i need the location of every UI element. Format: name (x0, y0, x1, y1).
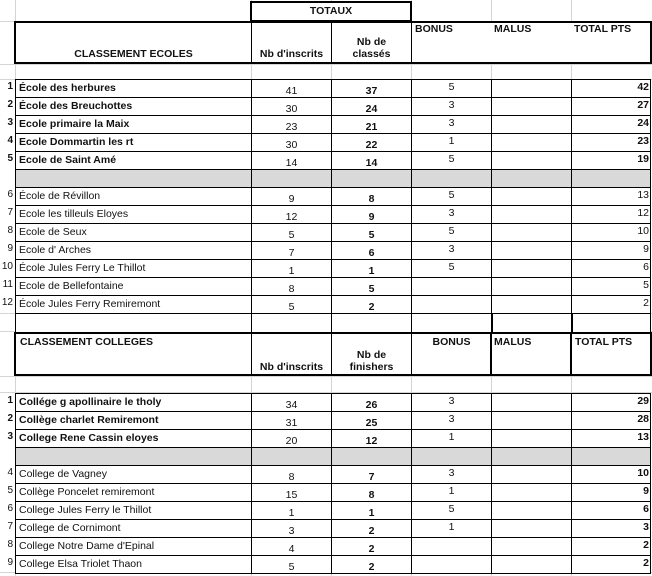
col-total-header: TOTAL PTS (574, 23, 632, 35)
school-name-cell[interactable]: College de Cornimont (16, 520, 252, 537)
bonus-cell[interactable] (412, 556, 492, 573)
malus-cell[interactable] (492, 484, 572, 501)
bonus-cell[interactable] (412, 296, 492, 313)
table-row[interactable] (15, 97, 651, 116)
bonus-cell[interactable]: 5 (412, 260, 492, 277)
inscrits-cell[interactable]: 4 (252, 538, 332, 555)
inscrits-cell[interactable]: 14 (252, 152, 332, 169)
row-number: 1 (7, 81, 13, 92)
row-number: 7 (7, 207, 13, 218)
inscrits-cell[interactable]: 41 (252, 80, 332, 97)
cell (16, 448, 252, 465)
row-number: 8 (7, 539, 13, 550)
inscrits-cell[interactable]: 30 (252, 98, 332, 115)
inscrits-cell[interactable]: 3 (252, 520, 332, 537)
bonus-cell[interactable]: 1 (412, 134, 492, 151)
cell (572, 314, 652, 332)
malus-cell[interactable] (492, 412, 572, 429)
cell (16, 314, 252, 332)
classes-cell[interactable]: 22 (332, 134, 412, 151)
row-number: 1 (7, 395, 13, 406)
total-cell[interactable]: 12 (637, 207, 649, 219)
cell (252, 314, 332, 332)
total-cell[interactable]: 29 (637, 395, 649, 407)
classes-cell[interactable]: 8 (332, 188, 412, 205)
table-row[interactable] (15, 187, 651, 206)
malus-cell[interactable] (492, 224, 572, 241)
malus-cell[interactable] (492, 260, 572, 277)
table-row[interactable] (15, 295, 651, 314)
school-name-cell[interactable]: Ecole de Seux (16, 224, 252, 241)
row-number: 2 (7, 413, 13, 424)
table-row[interactable] (15, 115, 651, 134)
school-name-cell[interactable]: Ecole de Bellefontaine (16, 278, 252, 295)
school-name-cell[interactable]: École de Révillon (16, 188, 252, 205)
total-cell[interactable]: 2 (643, 297, 649, 309)
malus-cell[interactable] (492, 242, 572, 259)
separator-row (15, 447, 651, 466)
table-row[interactable] (15, 501, 651, 520)
total-cell[interactable]: 6 (643, 261, 649, 273)
inscrits-cell[interactable]: 20 (252, 430, 332, 447)
malus-cell[interactable] (492, 502, 572, 519)
malus-cell[interactable] (492, 520, 572, 537)
row-number: 9 (7, 557, 13, 568)
bonus-cell[interactable]: 5 (412, 152, 492, 169)
bonus-cell[interactable]: 3 (412, 394, 492, 411)
table-row[interactable] (15, 259, 651, 278)
malus-cell[interactable] (492, 296, 572, 313)
table-row[interactable] (15, 205, 651, 224)
cell (412, 314, 492, 332)
cell (332, 314, 412, 332)
classes-cell[interactable]: 1 (332, 502, 412, 519)
col-classes-header-line1: Nb de (356, 36, 387, 48)
table-row[interactable] (15, 223, 651, 242)
bonus-cell[interactable]: 3 (412, 206, 492, 223)
classes-cell[interactable]: 2 (332, 520, 412, 537)
row-number: 4 (7, 467, 13, 478)
table-row[interactable] (15, 133, 651, 152)
table-row[interactable] (15, 537, 651, 556)
school-name-cell[interactable]: College Elsa Triolet Thaon (16, 556, 252, 573)
classes-cell[interactable]: 37 (332, 80, 412, 97)
classes-cell[interactable]: 2 (332, 538, 412, 555)
classes-cell[interactable]: 7 (332, 466, 412, 483)
total-cell[interactable]: 27 (637, 99, 649, 111)
classes-cell[interactable]: 2 (332, 296, 412, 313)
school-name-cell[interactable]: École des Breuchottes (16, 98, 252, 115)
bonus-cell[interactable]: 1 (412, 430, 492, 447)
table-row[interactable] (15, 519, 651, 538)
divider (570, 334, 572, 374)
col-finishers-header-line2: finishers (349, 361, 394, 373)
table-row[interactable] (15, 241, 651, 260)
inscrits-cell[interactable]: 5 (252, 296, 332, 313)
inscrits-cell[interactable]: 23 (252, 116, 332, 133)
school-name-cell[interactable]: École Jules Ferry Remiremont (16, 296, 252, 313)
malus-cell[interactable] (492, 556, 572, 573)
inscrits-cell[interactable]: 12 (252, 206, 332, 223)
school-name-cell[interactable]: College Notre Dame d'Epinal (16, 538, 252, 555)
row-number: 6 (7, 503, 13, 514)
table-row[interactable] (15, 277, 651, 296)
inscrits-cell[interactable]: 1 (252, 260, 332, 277)
row-number: 5 (7, 485, 13, 496)
classes-cell[interactable]: 25 (332, 412, 412, 429)
total-cell[interactable]: 10 (637, 225, 649, 237)
malus-cell[interactable] (492, 430, 572, 447)
bonus-cell[interactable]: 3 (412, 242, 492, 259)
row-number: 6 (7, 189, 13, 200)
ecoles-title: CLASSEMENT ECOLES (74, 48, 193, 60)
inscrits-cell[interactable]: 5 (252, 556, 332, 573)
table-row[interactable] (15, 429, 651, 448)
table-row[interactable] (15, 483, 651, 502)
table-row[interactable] (15, 411, 651, 430)
total-cell[interactable]: 24 (637, 117, 649, 129)
cell (412, 448, 492, 465)
divider (411, 23, 412, 62)
spacer-row (15, 313, 651, 333)
malus-cell[interactable] (492, 134, 572, 151)
cell (252, 170, 332, 187)
col-bonus-header: BONUS (432, 336, 471, 348)
malus-cell[interactable] (492, 394, 572, 411)
col-finishers-header-line1: Nb de (356, 349, 387, 361)
totaux-label: TOTAUX (309, 5, 353, 17)
malus-cell[interactable] (492, 466, 572, 483)
total-cell[interactable]: 42 (637, 81, 649, 93)
bonus-cell[interactable]: 5 (412, 502, 492, 519)
malus-cell[interactable] (492, 152, 572, 169)
bonus-cell[interactable]: 3 (412, 412, 492, 429)
inscrits-cell[interactable]: 8 (252, 278, 332, 295)
school-name-cell[interactable]: College de Vagney (16, 466, 252, 483)
malus-cell[interactable] (492, 98, 572, 115)
classes-cell[interactable]: 1 (332, 260, 412, 277)
inscrits-cell[interactable]: 1 (252, 502, 332, 519)
malus-cell[interactable] (492, 80, 572, 97)
inscrits-cell[interactable]: 7 (252, 242, 332, 259)
school-name-cell[interactable]: Collège charlet Remiremont (16, 412, 252, 429)
cell (412, 170, 492, 187)
malus-cell[interactable] (492, 538, 572, 555)
bonus-cell[interactable]: 3 (412, 116, 492, 133)
row-number: 9 (7, 243, 13, 254)
total-cell[interactable]: 6 (643, 503, 649, 515)
classes-cell[interactable]: 5 (332, 224, 412, 241)
row-number: 2 (7, 99, 13, 110)
inscrits-cell[interactable]: 31 (252, 412, 332, 429)
malus-cell[interactable] (492, 188, 572, 205)
inscrits-cell[interactable]: 8 (252, 466, 332, 483)
table-row[interactable] (15, 465, 651, 484)
school-name-cell[interactable]: Ecole d' Arches (16, 242, 252, 259)
col-malus-header: MALUS (494, 336, 532, 348)
bonus-cell[interactable]: 1 (412, 484, 492, 501)
inscrits-cell[interactable]: 9 (252, 188, 332, 205)
total-cell[interactable]: 23 (637, 135, 649, 147)
school-name-cell[interactable]: École Jules Ferry Le Thillot (16, 260, 252, 277)
classes-cell[interactable]: 26 (332, 394, 412, 411)
row-number: 5 (7, 153, 13, 164)
malus-cell[interactable] (492, 278, 572, 295)
total-cell[interactable]: 13 (637, 431, 649, 443)
cell (572, 170, 652, 187)
classes-cell[interactable]: 24 (332, 98, 412, 115)
school-name-cell[interactable]: Collège Poncelet remiremont (16, 484, 252, 501)
row-number: 12 (1, 297, 13, 308)
inscrits-cell[interactable]: 34 (252, 394, 332, 411)
total-cell[interactable]: 3 (643, 521, 649, 533)
row-number: 10 (1, 261, 13, 272)
total-cell[interactable]: 10 (637, 467, 649, 479)
school-name-cell[interactable]: Ecole Dommartin les rt (16, 134, 252, 151)
school-name-cell[interactable]: Ecole de Saint Amé (16, 152, 252, 169)
row-number: 3 (7, 431, 13, 442)
school-name-cell[interactable]: École des herbures (16, 80, 252, 97)
classes-cell[interactable]: 8 (332, 484, 412, 501)
bonus-cell[interactable]: 1 (412, 520, 492, 537)
cell (332, 170, 412, 187)
school-name-cell[interactable]: College Jules Ferry le Thillot (16, 502, 252, 519)
cell (332, 448, 412, 465)
bonus-cell[interactable] (412, 278, 492, 295)
row-number: 4 (7, 135, 13, 146)
school-name-cell[interactable]: Ecole primaire la Maix (16, 116, 252, 133)
cell (572, 448, 652, 465)
cell (16, 170, 252, 187)
inscrits-cell[interactable]: 15 (252, 484, 332, 501)
cell (492, 170, 572, 187)
table-row[interactable] (15, 555, 651, 574)
total-cell[interactable]: 9 (643, 243, 649, 255)
row-number: 11 (2, 279, 13, 290)
total-cell[interactable]: 19 (637, 153, 649, 165)
col-bonus-header: BONUS (415, 23, 453, 35)
bonus-cell[interactable]: 5 (412, 80, 492, 97)
classes-cell[interactable]: 5 (332, 278, 412, 295)
inscrits-cell[interactable]: 5 (252, 224, 332, 241)
col-classes-header-line2: classés (352, 48, 391, 60)
bonus-cell[interactable] (412, 538, 492, 555)
classes-cell[interactable]: 14 (332, 152, 412, 169)
col-inscrits-header: Nb d'inscrits (259, 48, 324, 60)
gridline (0, 64, 652, 65)
colleges-title: CLASSEMENT COLLEGES (20, 336, 154, 348)
cell (492, 314, 572, 332)
cell (492, 448, 572, 465)
col-inscrits-header: Nb d'inscrits (259, 361, 324, 373)
total-cell[interactable]: 28 (637, 413, 649, 425)
table-row[interactable] (15, 151, 651, 170)
school-name-cell[interactable]: Ecole les tilleuls Eloyes (16, 206, 252, 223)
table-row[interactable] (15, 79, 651, 98)
total-cell[interactable]: 2 (643, 539, 649, 551)
total-cell[interactable]: 13 (637, 189, 649, 201)
total-cell[interactable]: 2 (643, 557, 649, 569)
classes-cell[interactable]: 9 (332, 206, 412, 223)
school-name-cell[interactable]: Collége g apollinaire le tholy (16, 394, 252, 411)
separator-row (15, 169, 651, 188)
malus-cell[interactable] (492, 116, 572, 133)
bonus-cell[interactable]: 5 (412, 224, 492, 241)
row-number: 7 (7, 521, 13, 532)
col-malus-header: MALUS (494, 23, 532, 35)
bonus-cell[interactable]: 5 (412, 188, 492, 205)
cell (252, 448, 332, 465)
inscrits-cell[interactable]: 30 (252, 134, 332, 151)
col-total-header: TOTAL PTS (575, 336, 633, 348)
total-cell[interactable]: 9 (643, 485, 649, 497)
classes-cell[interactable]: 2 (332, 556, 412, 573)
row-number: 8 (7, 225, 13, 236)
totaux-header (250, 1, 412, 22)
table-row[interactable] (15, 393, 651, 412)
classes-cell[interactable]: 21 (332, 116, 412, 133)
malus-cell[interactable] (492, 206, 572, 223)
classes-cell[interactable]: 12 (332, 430, 412, 447)
classes-cell[interactable]: 6 (332, 242, 412, 259)
school-name-cell[interactable]: College Rene Cassin eloyes (16, 430, 252, 447)
total-cell[interactable]: 5 (643, 279, 649, 291)
bonus-cell[interactable]: 3 (412, 466, 492, 483)
bonus-cell[interactable]: 3 (412, 98, 492, 115)
gridline (0, 376, 652, 377)
row-number: 3 (7, 117, 13, 128)
